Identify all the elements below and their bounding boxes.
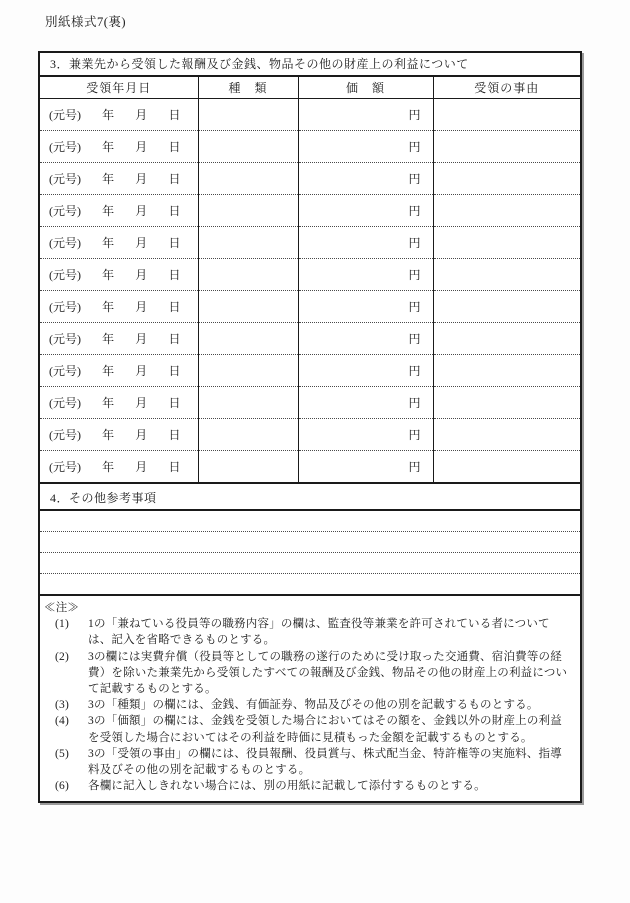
note-item [44, 649, 572, 698]
era-label: (元号) [49, 171, 81, 186]
date-cell[interactable] [40, 322, 198, 354]
day-label: 日 [168, 235, 181, 250]
date-field [40, 234, 198, 251]
note-text: 各欄に記入しきれない場合には、別の用紙に記載して添付するものとする。 [88, 780, 486, 793]
reason-cell[interactable] [433, 290, 580, 322]
table-row [40, 162, 580, 194]
era-label: (元号) [49, 459, 81, 474]
note-item [44, 778, 572, 794]
era-label: (元号) [49, 395, 81, 410]
yen-label: 円 [408, 331, 421, 346]
kind-cell[interactable] [198, 130, 298, 162]
year-label: 年 [102, 427, 115, 442]
year-label: 年 [102, 267, 115, 282]
note-item [44, 713, 572, 745]
yen-label: 円 [408, 203, 421, 218]
col-header-value: 価 額 [298, 77, 433, 98]
note-number: (2) [55, 650, 70, 663]
year-label: 年 [102, 171, 115, 186]
note-number: (1) [55, 618, 70, 631]
reason-cell[interactable] [433, 194, 580, 226]
year-label: 年 [102, 395, 115, 410]
yen-label: 円 [408, 427, 421, 442]
year-label: 年 [102, 299, 115, 314]
date-field [40, 458, 198, 475]
yen-label: 円 [408, 139, 421, 154]
reason-cell[interactable] [433, 130, 580, 162]
month-label: 月 [135, 299, 148, 314]
year-label: 年 [102, 203, 115, 218]
value-cell[interactable] [298, 418, 433, 450]
note-number: (6) [55, 780, 70, 793]
yen-label: 円 [408, 235, 421, 250]
kind-cell[interactable] [198, 290, 298, 322]
day-label: 日 [168, 107, 181, 122]
note-item [44, 746, 572, 778]
form-box [38, 51, 582, 803]
date-cell[interactable] [40, 162, 198, 194]
table-row [40, 258, 580, 290]
yen-label: 円 [408, 171, 421, 186]
month-label: 月 [135, 235, 148, 250]
month-label: 月 [135, 427, 148, 442]
era-label: (元号) [49, 299, 81, 314]
day-label: 日 [168, 363, 181, 378]
note-text: 1の「兼ねている役員等の職務内容」の欄は、監査役等兼業を許可されている者については、記入を省略できるものとする。 [88, 618, 550, 647]
era-label: (元号) [49, 427, 81, 442]
memo-line[interactable] [40, 532, 580, 553]
value-cell[interactable] [298, 450, 433, 482]
memo-line[interactable] [40, 553, 580, 574]
year-label: 年 [102, 107, 115, 122]
fee-table-header-row [40, 77, 580, 98]
kind-cell[interactable] [198, 418, 298, 450]
reason-cell[interactable] [433, 450, 580, 482]
date-field [40, 330, 198, 347]
date-cell[interactable] [40, 226, 198, 258]
col-header-date: 受領年月日 [40, 77, 198, 98]
era-label: (元号) [49, 331, 81, 346]
kind-cell[interactable] [198, 450, 298, 482]
value-cell[interactable] [298, 162, 433, 194]
yen-label: 円 [408, 267, 421, 282]
date-field [40, 138, 198, 155]
reason-cell[interactable] [433, 162, 580, 194]
kind-cell[interactable] [198, 354, 298, 386]
reason-cell[interactable] [433, 418, 580, 450]
col-header-kind: 種 類 [198, 77, 298, 98]
yen-label: 円 [408, 363, 421, 378]
table-row [40, 418, 580, 450]
date-field [40, 266, 198, 283]
day-label: 日 [168, 139, 181, 154]
table-row [40, 386, 580, 418]
month-label: 月 [135, 395, 148, 410]
era-label: (元号) [49, 203, 81, 218]
table-row [40, 322, 580, 354]
date-cell[interactable] [40, 98, 198, 130]
value-cell[interactable] [298, 354, 433, 386]
notes-section [40, 596, 580, 801]
date-cell[interactable] [40, 290, 198, 322]
month-label: 月 [135, 171, 148, 186]
note-text: 3の「受領の事由」の欄には、役員報酬、役員賞与、株式配当金、特許権等の実施料、指導料及びその他の別を記載するものとする。 [88, 747, 562, 777]
notes-header: ≪注≫ [44, 602, 80, 614]
section4-title: 4．その他参考事項 [40, 482, 580, 511]
month-label: 月 [135, 139, 148, 154]
era-label: (元号) [49, 139, 81, 154]
table-row [40, 194, 580, 226]
date-field [40, 394, 198, 411]
value-cell[interactable] [298, 386, 433, 418]
day-label: 日 [168, 459, 181, 474]
date-field [40, 170, 198, 187]
day-label: 日 [168, 427, 181, 442]
kind-cell[interactable] [198, 194, 298, 226]
note-text: 3の「種類」の欄には、金銭、有価証券、物品及びその他の別を記載するものとする。 [88, 699, 539, 712]
value-cell[interactable] [298, 290, 433, 322]
date-cell[interactable] [40, 194, 198, 226]
date-cell[interactable] [40, 258, 198, 290]
note-number: (5) [55, 747, 70, 760]
year-label: 年 [102, 363, 115, 378]
kind-cell[interactable] [198, 258, 298, 290]
day-label: 日 [168, 171, 181, 186]
reason-cell[interactable] [433, 258, 580, 290]
date-cell[interactable] [40, 130, 198, 162]
table-row [40, 354, 580, 386]
value-cell[interactable] [298, 322, 433, 354]
month-label: 月 [135, 331, 148, 346]
note-item [44, 616, 572, 648]
memo-line[interactable] [40, 574, 580, 594]
note-number: (4) [55, 715, 70, 728]
value-cell[interactable] [298, 226, 433, 258]
date-field [40, 202, 198, 219]
value-cell[interactable] [298, 194, 433, 226]
yen-label: 円 [408, 299, 421, 314]
day-label: 日 [168, 299, 181, 314]
kind-cell[interactable] [198, 98, 298, 130]
kind-cell[interactable] [198, 162, 298, 194]
table-row [40, 450, 580, 482]
reason-cell[interactable] [433, 386, 580, 418]
memo-area [40, 511, 580, 596]
month-label: 月 [135, 459, 148, 474]
date-cell[interactable] [40, 418, 198, 450]
day-label: 日 [168, 331, 181, 346]
reason-cell[interactable] [433, 354, 580, 386]
table-row [40, 98, 580, 130]
date-cell[interactable] [40, 354, 198, 386]
table-row [40, 290, 580, 322]
date-cell[interactable] [40, 386, 198, 418]
era-label: (元号) [49, 107, 81, 122]
fee-table-body [40, 98, 580, 482]
day-label: 日 [168, 267, 181, 282]
year-label: 年 [102, 235, 115, 250]
value-cell[interactable] [298, 130, 433, 162]
era-label: (元号) [49, 363, 81, 378]
reason-cell[interactable] [433, 98, 580, 130]
table-row [40, 130, 580, 162]
month-label: 月 [135, 363, 148, 378]
date-cell[interactable] [40, 450, 198, 482]
year-label: 年 [102, 331, 115, 346]
memo-line[interactable] [40, 511, 580, 532]
yen-label: 円 [408, 107, 421, 122]
day-label: 日 [168, 395, 181, 410]
reason-cell[interactable] [433, 322, 580, 354]
day-label: 日 [168, 203, 181, 218]
form-label: 別紙様式7(裏) [45, 15, 127, 29]
kind-cell[interactable] [198, 226, 298, 258]
year-label: 年 [102, 459, 115, 474]
value-cell[interactable] [298, 258, 433, 290]
note-number: (3) [55, 699, 70, 712]
month-label: 月 [135, 107, 148, 122]
kind-cell[interactable] [198, 322, 298, 354]
month-label: 月 [135, 203, 148, 218]
yen-label: 円 [408, 395, 421, 410]
month-label: 月 [135, 267, 148, 282]
kind-cell[interactable] [198, 386, 298, 418]
note-item [44, 697, 572, 713]
era-label: (元号) [49, 235, 81, 250]
section3-title: 3．兼業先から受領した報酬及び金銭、物品その他の財産上の利益について [40, 53, 580, 77]
col-header-reason: 受領の事由 [433, 77, 580, 98]
value-cell[interactable] [298, 98, 433, 130]
yen-label: 円 [408, 459, 421, 474]
reason-cell[interactable] [433, 226, 580, 258]
note-text: 3の「価額」の欄には、金銭を受領した場合においてはその額を、金銭以外の財産上の利益を受領した場合においてはその利益を時価に見積もった金額を記載するものとする。 [88, 715, 562, 744]
date-field [40, 298, 198, 315]
date-field [40, 426, 198, 443]
fee-table [40, 77, 580, 482]
note-text: 3の欄には実費弁償（役員等としての職務の遂行のために受け取った交通費、宿泊費等の経費）を除いた兼業先から受領したすべての報酬及び金銭、物品その他の財産上の利益について記載するものとする。 [88, 650, 568, 696]
table-row [40, 226, 580, 258]
date-field [40, 106, 198, 123]
year-label: 年 [102, 139, 115, 154]
era-label: (元号) [49, 267, 81, 282]
date-field [40, 362, 198, 379]
